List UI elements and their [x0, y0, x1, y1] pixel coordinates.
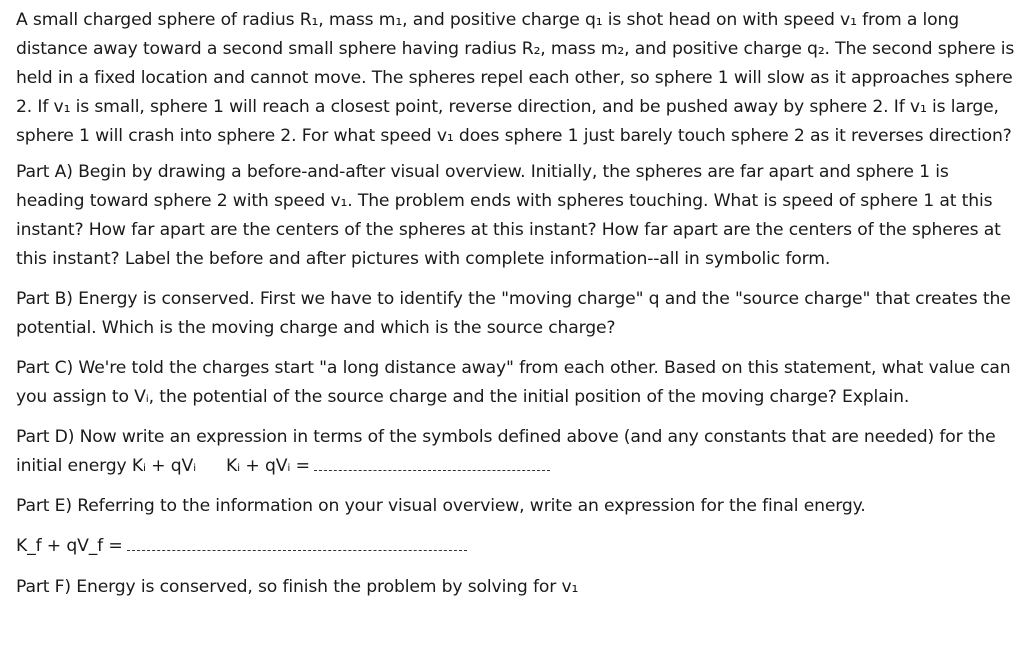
part-d — [16, 423, 1016, 481]
problem-intro: A small charged sphere of radius R₁, mass m₁, and positive charge q₁ is shot head on with speed v₁ from a long distance away toward a second small sphere having radius R₂, mass m₂, and positive charge q₂. The second sphere is held in a fixed location and cannot move. The spheres repel each other, so sphere 1 will slow as it approaches sphere 2. If v₁ is small, sphere 1 will reach a closest point, reverse direction, and be pushed away by sphere 2. If v₁ is large, sphere 1 will crash into sphere 2. For what speed v₁ does sphere 1 just barely touch sphere 2 as it reverses direction? — [16, 10, 1015, 146]
part-a-text: Part A) Begin by drawing a before-and-after visual overview. Initially, the spheres are far apart and sphere 1 is heading toward sphere 2 with speed v₁. The problem ends with spheres touching. What is speed of sphere 1 at this instant? How far apart are the centers of the spheres at this instant? How far apart are the centers of the spheres at this instant? Label the before and after pictures with complete information--all in symbolic form. — [16, 162, 1001, 269]
part-b-text: Part B) Energy is conserved. First we have to identify the "moving charge" q and the "source charge" that creates the potential. Which is the moving charge and which is the source charge? — [16, 289, 1011, 338]
part-e-text: Part E) Referring to the information on your visual overview, write an expression for the final energy. — [16, 496, 866, 516]
part-d-text: Part D) Now write an expression in terms of the symbols defined above (and any constants that are needed) for the initial energy Kᵢ + qVᵢ — [16, 427, 996, 476]
part-e-answer — [16, 532, 1016, 561]
part-f-text: Part F) Energy is conserved, so finish the problem by solving for v₁ — [16, 577, 579, 597]
part-c-text: Part C) We're told the charges start "a long distance away" from each other. Based on this statement, what value can you assign to Vᵢ, the potential of the source charge and the initial position of the moving charge? Explain. — [16, 358, 1011, 407]
part-d-answer-label: Kᵢ + qVᵢ = — [226, 456, 310, 476]
part-e-answer-label: K_f + qV_f = — [16, 536, 123, 556]
part-e-answer-blank[interactable] — [127, 536, 467, 551]
problem-document — [16, 6, 1016, 602]
part-d-answer-blank[interactable] — [314, 456, 550, 471]
